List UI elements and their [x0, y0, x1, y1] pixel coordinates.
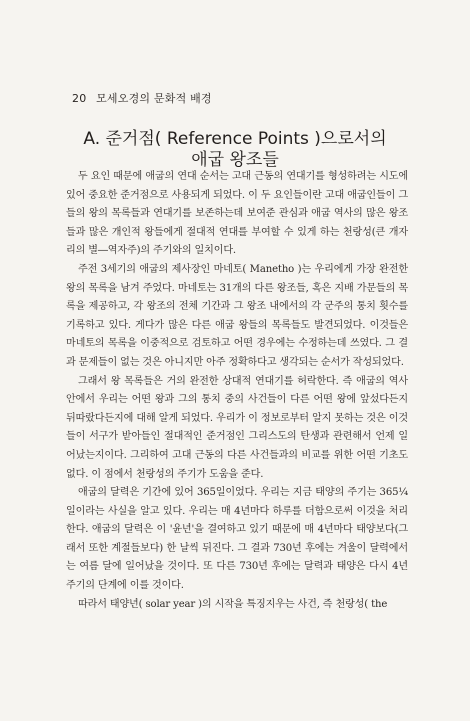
- section-title-line-1: A. 준거점( Reference Points )으로서의: [83, 129, 387, 150]
- paragraph: 그래서 왕 목록들은 거의 완전한 상대적 연대기를 허락한다. 즉 애굽의 역사 안에서 우리는 어떤 왕과 그의 통치 중의 사건들이 다른 어떤 왕에 앞섰다든지 뒤따랐다든지에 대해 알게 되었다. 우리가 이 정보로부터 알지 못하는 것은 이것들이 서구가 받아들인 절대적인 준거점인 그리스도의 탄생과 관련해서 언제 일어났는지이다. 그리하여 고대 근동의 다른 사건들과의 비교를 위한 어떤 기초도 없다. 이 점에서 천랑성의 주기가 도움을 준다.: [66, 375, 408, 480]
- running-header: [72, 90, 212, 106]
- body-text: [66, 168, 408, 614]
- section-title: [0, 129, 470, 171]
- paragraph: 애굽의 달력은 기간에 있어 365일이었다. 우리는 지금 태양의 주기는 365¼일이라는 사실을 알고 있다. 우리는 매 4년마다 하루를 더함으로써 이것을 처리한다. 애굽의 달력은 이 '윤년'을 결여하고 있기 때문에 매 4년마다 태양보다(그래서 또한 계절들보다) 한 날씩 뒤진다. 그 결과 730년 후에는 겨울이 달력에서는 여름 달에 일어났을 것이다. 또 다른 730년 후에는 달력과 태양은 다시 4년 주기의 단계에 이를 것이다.: [66, 487, 408, 592]
- running-title: 모세오경의 문화적 배경: [96, 92, 212, 105]
- page-number: 20: [72, 92, 87, 105]
- section-title-line-2: 애굽 왕조들: [191, 150, 279, 171]
- paragraph: 따라서 태양년( solar year )의 시작을 특징지우는 사건, 즉 천랑성( the: [78, 598, 388, 610]
- paragraph: 주전 3세기의 애굽의 제사장인 마네토( Manetho )는 우리에게 가장 완전한 왕의 목록을 남겨 주었다. 마네토는 31개의 다른 왕조들, 혹은 지배 가문들의 목록을 제공하고, 각 왕조의 전체 기간과 그 왕조 내에서의 각 군주의 통치 횟수를 기록하고 있다. 게다가 많은 다른 애굽 왕들의 목록들도 발견되었다. 이것들은 마네토의 목록을 이중적으로 검토하고 어떤 경우에는 수정하는데 쓰였다. 그 결과 문제들이 없는 것은 아니지만 아주 정확하다고 생각되는 순서가 작성되었다.: [66, 263, 408, 368]
- paragraph: 두 요인 때문에 애굽의 연대 순서는 고대 근동의 연대기를 형성하려는 시도에 있어 중요한 준거점으로 사용되게 되었다. 이 두 요인들이란 고대 애굽인들이 그들의 왕의 목록들과 연대기를 보존하는데 보여준 관심과 애굽 역사의 많은 왕조들과 많은 개인적 왕들에게 절대적 연대를 부여할 수 있게 하는 천랑성(큰 개자리의 별―역자주)의 주기와의 일치이다.: [66, 171, 408, 257]
